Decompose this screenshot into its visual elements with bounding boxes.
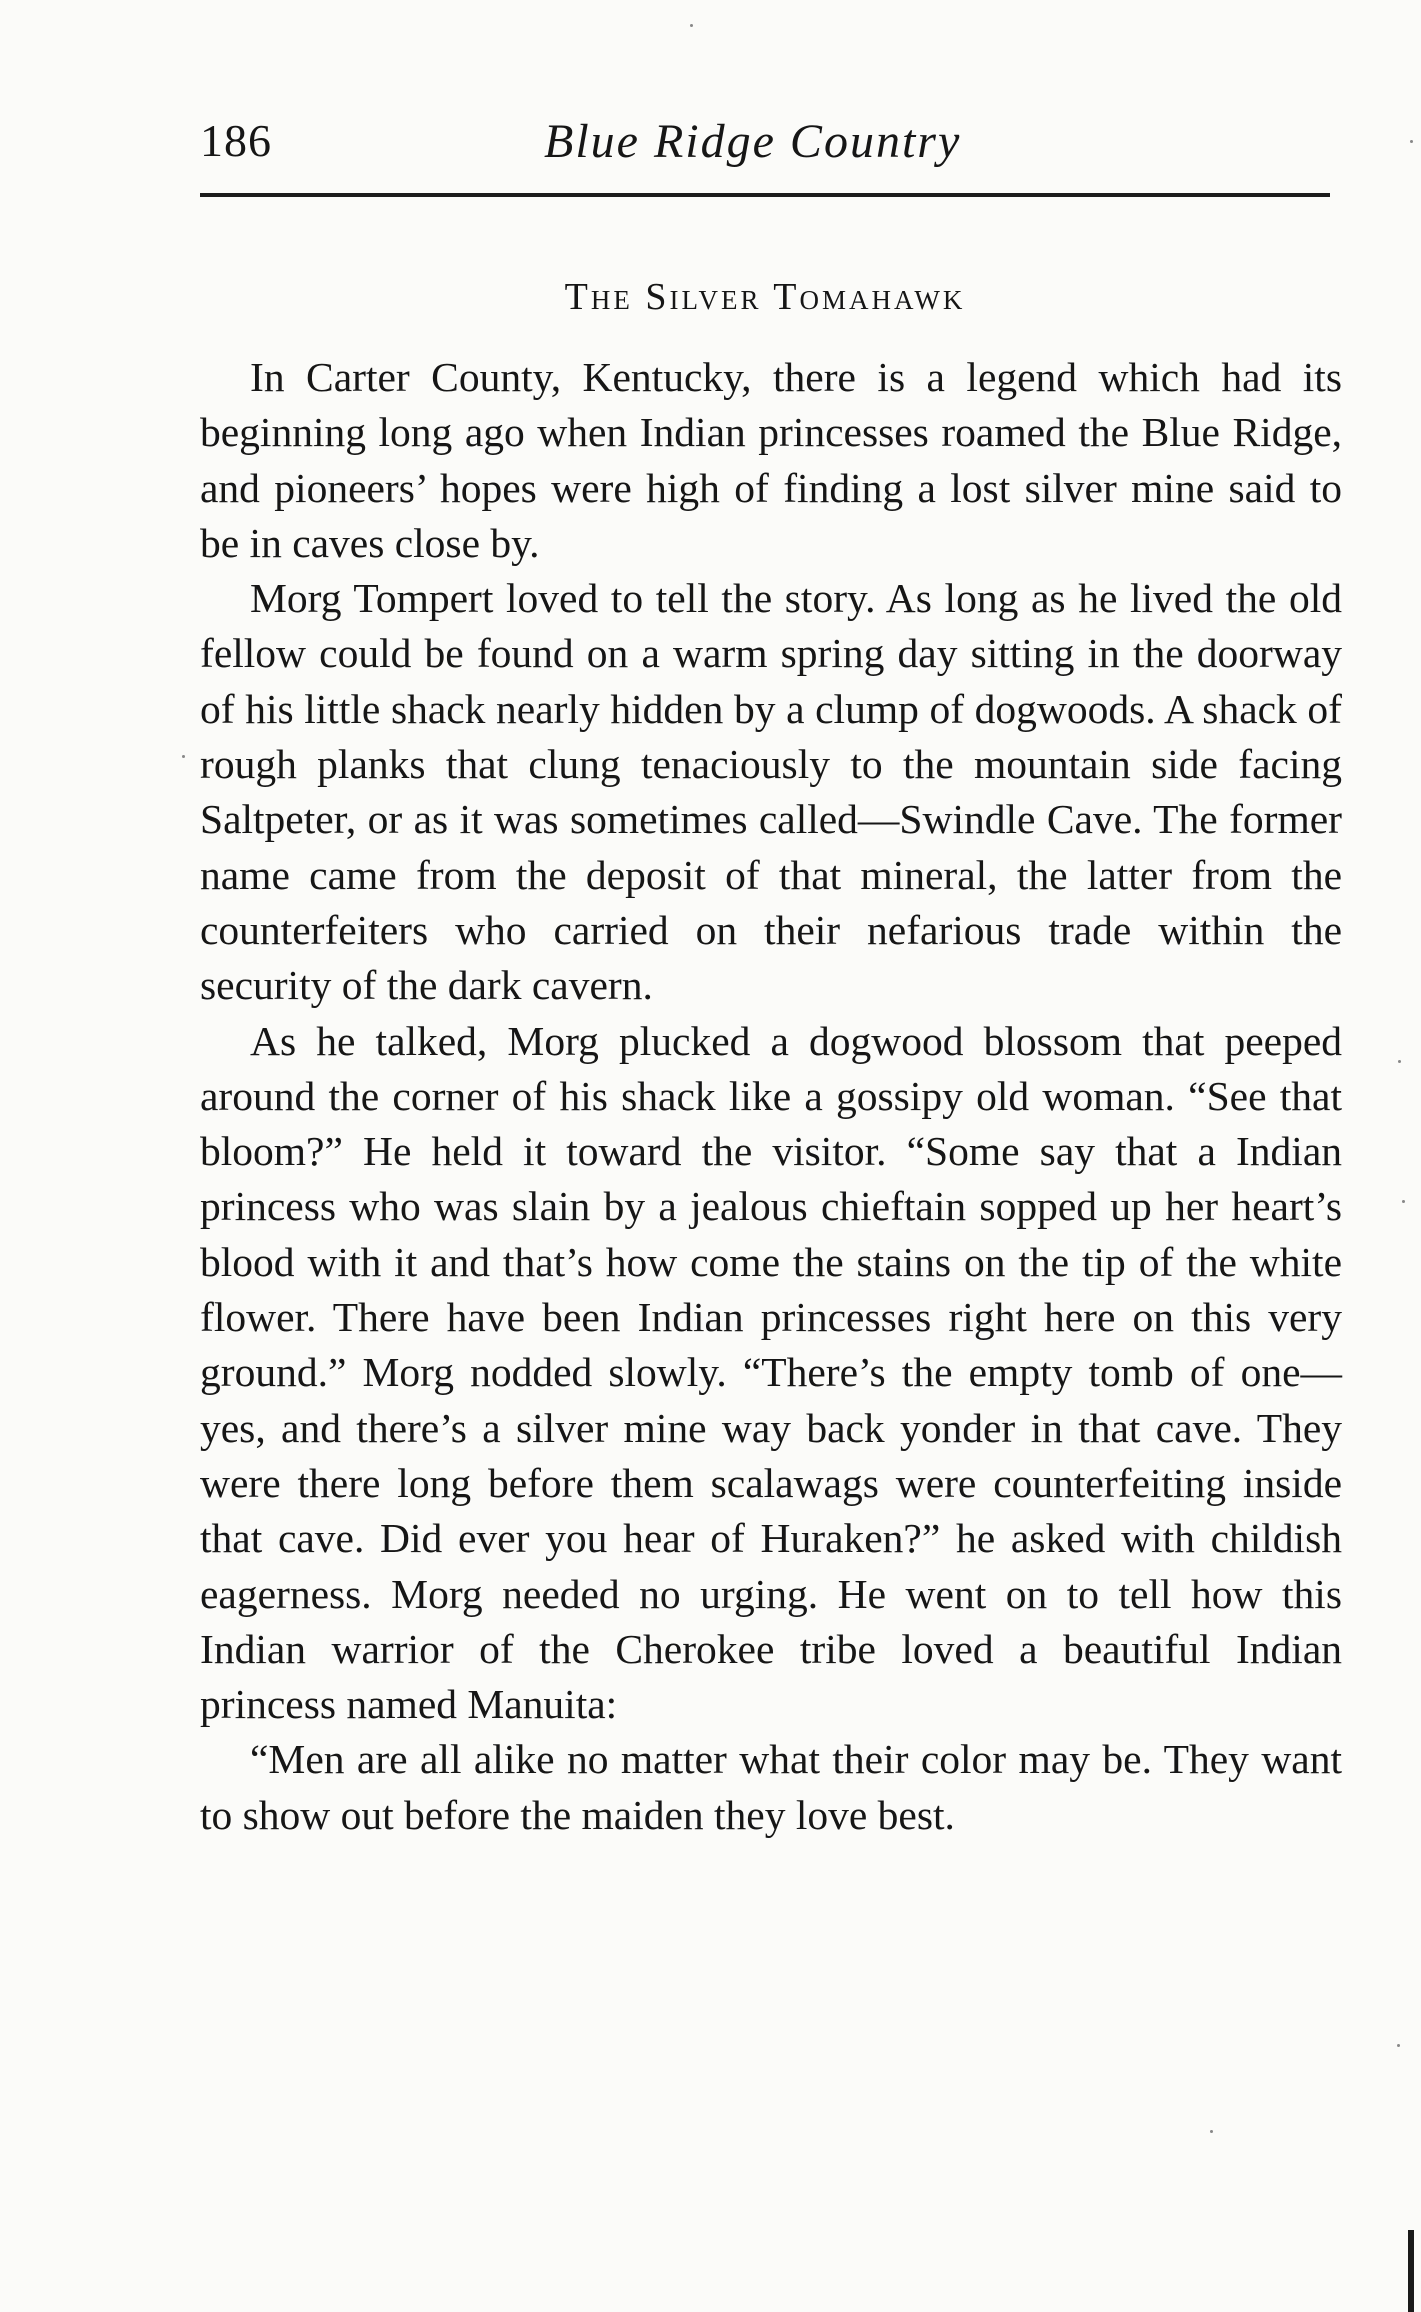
paragraph: As he talked, Morg plucked a dogwood blossom that peeped around the corner of his shack like a gossipy old woman. “See that bloom?” He held it toward the visitor. “Some say that a Indian princess who was slain by a jealous chieftain sopped up her heart’s blood with it and that’s how come the stains on the tip of the white flower. There have been Indian princesses right here on this very ground.” Morg nodded slowly. “There’s the empty tomb of one—yes, and there’s a silver mine way back yonder in that cave. They were there long before them scalawags were counterfeiting inside that cave. Did ever you hear of Huraken?” he asked with childish eagerness. Morg needed no urging. He went on to tell how this Indian warrior of the Cherokee tribe loved a beautiful Indian princess named Manuita:: [200, 1017, 1342, 1728]
paragraph: In Carter County, Kentucky, there is a legend which had its beginning long ago when Indian princesses roamed the Blue Ridge, and pioneers’ hopes were high of finding a lost silver mine said to be in caves close by.: [200, 354, 1342, 566]
scan-speck: [690, 24, 693, 27]
chapter-title: The Silver Tomahawk: [564, 276, 966, 318]
book-title: Blue Ridge Country: [544, 115, 962, 168]
scan-speck: [1398, 1060, 1401, 1063]
paragraph: “Men are all alike no matter what their color may be. They want to show out before the maiden they love best.: [200, 1736, 1342, 1838]
body-text: [200, 350, 1342, 1843]
scan-speck: [1397, 2044, 1400, 2047]
page-number: 186: [200, 115, 272, 166]
running-head: [200, 108, 1330, 178]
scan-speck: [1210, 2130, 1213, 2133]
paragraph: Morg Tompert loved to tell the story. As long as he lived the old fellow could be found on a warm spring day sitting in the doorway of his little shack nearly hidden by a clump of dogwoods. A shack of rough planks that clung tenaciously to the mountain side facing Saltpeter, or as it was sometimes called—Swindle Cave. The former name came from the deposit of that mineral, the latter from the counterfeiters who carried on their nefarious trade within the security of the dark cavern.: [200, 575, 1342, 1009]
scan-speck: [182, 755, 185, 758]
scan-speck: [1410, 140, 1413, 143]
header-rule: [200, 193, 1330, 197]
scan-edge-mark: [1408, 2230, 1414, 2312]
scan-speck: [1402, 1200, 1405, 1203]
